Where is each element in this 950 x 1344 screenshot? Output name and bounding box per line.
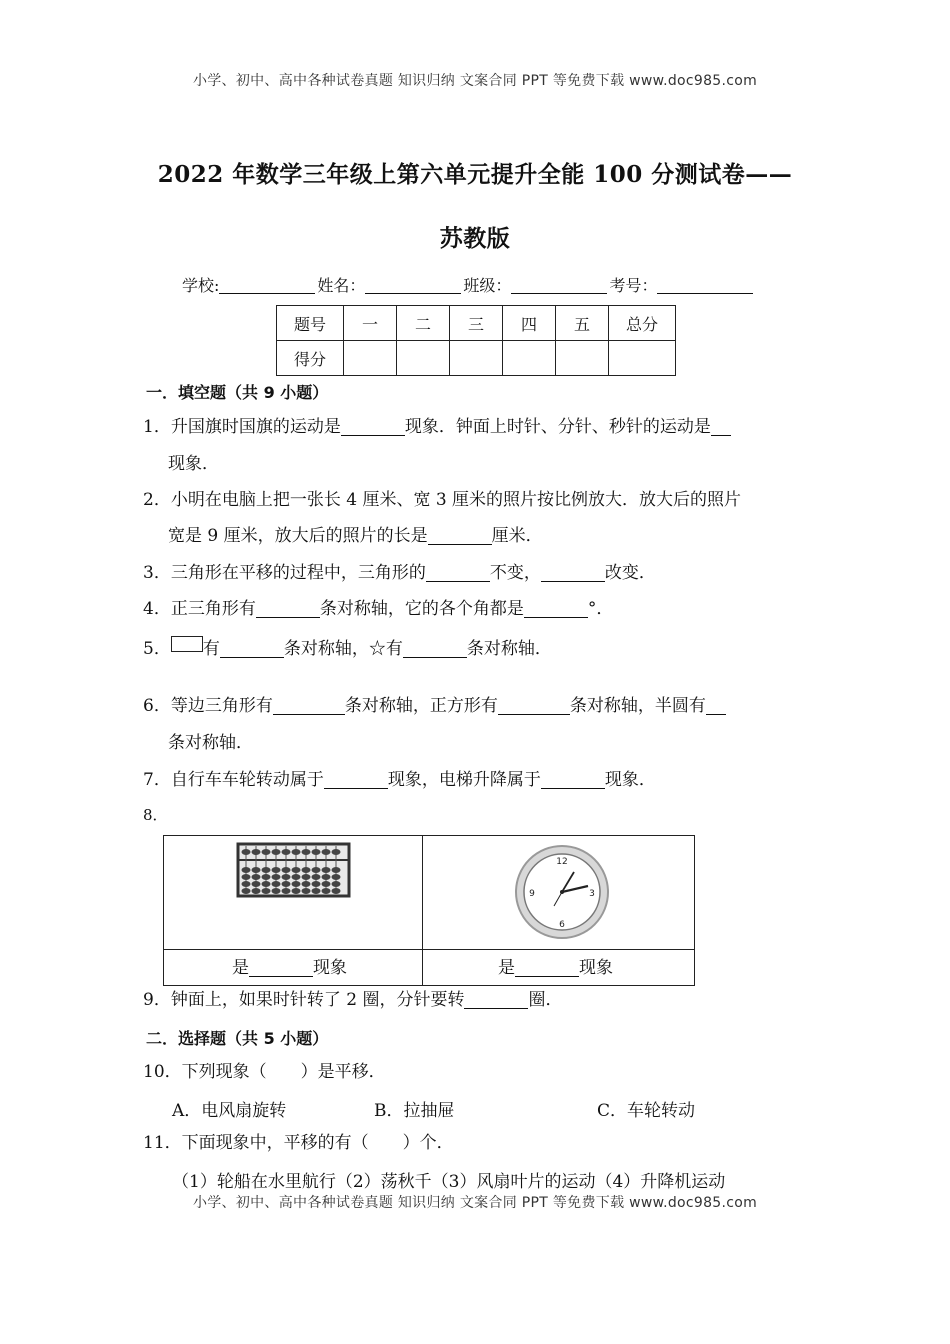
title-line-1: 2022 年数学三年级上第六单元提升全能 100 分测试卷—— xyxy=(157,161,793,188)
answer-blank[interactable] xyxy=(706,696,726,715)
q2-text-a: 2．小明在电脑上把一张长 4 厘米、宽 3 厘米的照片按比例放大．放大后的照片 xyxy=(143,490,742,510)
q3-text-a: 3．三角形在平移的过程中，三角形的 xyxy=(143,563,426,583)
answer-blank[interactable] xyxy=(403,639,467,658)
q8-left-text-b: 现象 xyxy=(313,958,347,978)
question-10 xyxy=(143,1060,386,1084)
question-8-number: 8． xyxy=(143,806,168,824)
q4-text-c: °． xyxy=(587,599,614,619)
school-label: 学校: xyxy=(182,276,220,295)
answer-blank[interactable] xyxy=(220,639,284,658)
q10-option-a[interactable]: A．电风扇旋转 xyxy=(172,1101,287,1121)
q1-text-b: 现象．钟面上时针、分针、秒针的运动是 xyxy=(404,417,711,437)
class-blank[interactable] xyxy=(511,277,607,294)
answer-blank[interactable] xyxy=(541,563,605,582)
clock-number-3: 3 xyxy=(589,889,595,899)
question-1-cont xyxy=(168,452,219,476)
q10-option-b[interactable]: B．拉抽屉 xyxy=(374,1101,455,1121)
q6-text-c: 条对称轴，半圆有 xyxy=(569,696,706,716)
section-2-title: 二．选择题（共 5 小题） xyxy=(146,1029,329,1048)
answer-blank[interactable] xyxy=(256,599,320,618)
clock-number-12: 12 xyxy=(556,857,568,867)
school-blank[interactable] xyxy=(219,277,315,294)
score-header-cell: 总分 xyxy=(609,306,676,341)
question-11 xyxy=(143,1131,454,1155)
score-cell[interactable] xyxy=(609,341,676,376)
question-1 xyxy=(143,415,731,439)
score-table xyxy=(276,305,676,376)
question-7 xyxy=(143,768,656,792)
q7-text-b: 现象，电梯升降属于 xyxy=(387,770,541,790)
q7-text-c: 现象． xyxy=(604,770,656,790)
q2-text-c: 厘米． xyxy=(491,526,543,546)
q11-stem: 11．下面现象中，平移的有（ ）个． xyxy=(143,1133,454,1153)
student-info-line xyxy=(182,273,755,296)
answer-blank[interactable] xyxy=(341,417,405,436)
score-cell[interactable] xyxy=(503,341,556,376)
q3-text-b: 不变， xyxy=(489,563,541,583)
q6-text-a: 6．等边三角形有 xyxy=(143,696,273,716)
score-row-label: 得分 xyxy=(277,341,344,376)
q2-text-b: 宽是 9 厘米，放大后的照片的长是 xyxy=(168,526,428,546)
question-5 xyxy=(143,636,552,661)
q8-right-caption xyxy=(498,953,613,978)
section-1-title: 一．填空题（共 9 小题） xyxy=(146,383,329,402)
answer-blank[interactable] xyxy=(324,770,388,789)
clock-number-6: 6 xyxy=(559,920,565,930)
score-header-cell: 题号 xyxy=(277,306,344,341)
table-divider-vertical xyxy=(422,836,423,985)
q6-text-d: 条对称轴． xyxy=(168,733,253,753)
q11-items: （1）轮船在水里航行（2）荡秋千（3）风扇叶片的运动（4）升降机运动 xyxy=(172,1172,726,1192)
answer-blank[interactable] xyxy=(249,958,313,977)
q8-left-text-a: 是 xyxy=(232,958,249,978)
answer-blank[interactable] xyxy=(428,526,492,545)
title-line-2: 苏教版 xyxy=(439,225,511,252)
score-table-header-row xyxy=(277,306,676,341)
score-header-cell: 二 xyxy=(397,306,450,341)
q10-stem: 10．下列现象（ ）是平移． xyxy=(143,1062,386,1082)
name-label: 姓名： xyxy=(317,276,366,295)
q3-text-c: 改变． xyxy=(604,563,656,583)
score-cell[interactable] xyxy=(397,341,450,376)
q8-left-caption xyxy=(232,953,347,978)
question-6 xyxy=(143,694,726,718)
question-9 xyxy=(143,988,562,1012)
q8-right-text-b: 现象 xyxy=(579,958,613,978)
score-header-cell: 五 xyxy=(556,306,609,341)
question-8-table xyxy=(163,835,695,986)
score-header-cell: 一 xyxy=(344,306,397,341)
q4-text-a: 4．正三角形有 xyxy=(143,599,256,619)
answer-blank[interactable] xyxy=(273,696,345,715)
answer-blank[interactable] xyxy=(541,770,605,789)
q1-text-c: 现象． xyxy=(168,454,219,474)
q7-text-a: 7．自行车车轮转动属于 xyxy=(143,770,324,790)
score-header-cell: 四 xyxy=(503,306,556,341)
q10-option-c[interactable]: C．车轮转动 xyxy=(597,1101,696,1121)
score-table-score-row xyxy=(277,341,676,376)
question-3 xyxy=(143,561,656,585)
score-cell[interactable] xyxy=(344,341,397,376)
q5-text-c: 条对称轴，☆有 xyxy=(283,639,403,659)
q1-text-a: 1．升国旗时国旗的运动是 xyxy=(143,417,341,437)
question-2 xyxy=(143,488,741,512)
q5-text-d: 条对称轴． xyxy=(466,639,552,659)
name-blank[interactable] xyxy=(365,277,461,294)
answer-blank[interactable] xyxy=(524,599,588,618)
abacus-icon xyxy=(236,842,351,898)
number-label: 考号： xyxy=(609,276,658,295)
score-header-cell: 三 xyxy=(450,306,503,341)
page-footer: 小学、初中、高中各种试卷真题 知识归纳 文案合同 PPT 等免费下载 www.doc985.com xyxy=(192,1195,758,1211)
q5-text-b: 有 xyxy=(202,639,220,659)
score-cell[interactable] xyxy=(450,341,503,376)
q5-text-a: 5． xyxy=(143,639,171,659)
clock-icon xyxy=(512,842,612,942)
answer-blank[interactable] xyxy=(515,958,579,977)
score-cell[interactable] xyxy=(556,341,609,376)
answer-blank[interactable] xyxy=(498,696,570,715)
class-label: 班级： xyxy=(463,276,512,295)
answer-blank[interactable] xyxy=(711,417,731,436)
q6-text-b: 条对称轴，正方形有 xyxy=(344,696,498,716)
table-divider-horizontal xyxy=(164,949,694,950)
answer-blank[interactable] xyxy=(464,990,528,1009)
question-6-cont xyxy=(168,731,253,755)
clock-number-9: 9 xyxy=(529,889,535,899)
q9-text-b: 圈． xyxy=(528,990,563,1010)
question-2-cont xyxy=(168,524,543,548)
q9-text-a: 9．钟面上，如果时针转了 2 圈，分针要转 xyxy=(143,990,465,1010)
question-4 xyxy=(143,597,613,621)
rectangle-icon xyxy=(171,636,203,652)
page-header: 小学、初中、高中各种试卷真题 知识归纳 文案合同 PPT 等免费下载 www.doc985.com xyxy=(192,73,758,89)
q4-text-b: 条对称轴，它的各个角都是 xyxy=(319,599,524,619)
answer-blank[interactable] xyxy=(426,563,490,582)
q8-right-text-a: 是 xyxy=(498,958,515,978)
number-blank[interactable] xyxy=(657,277,753,294)
